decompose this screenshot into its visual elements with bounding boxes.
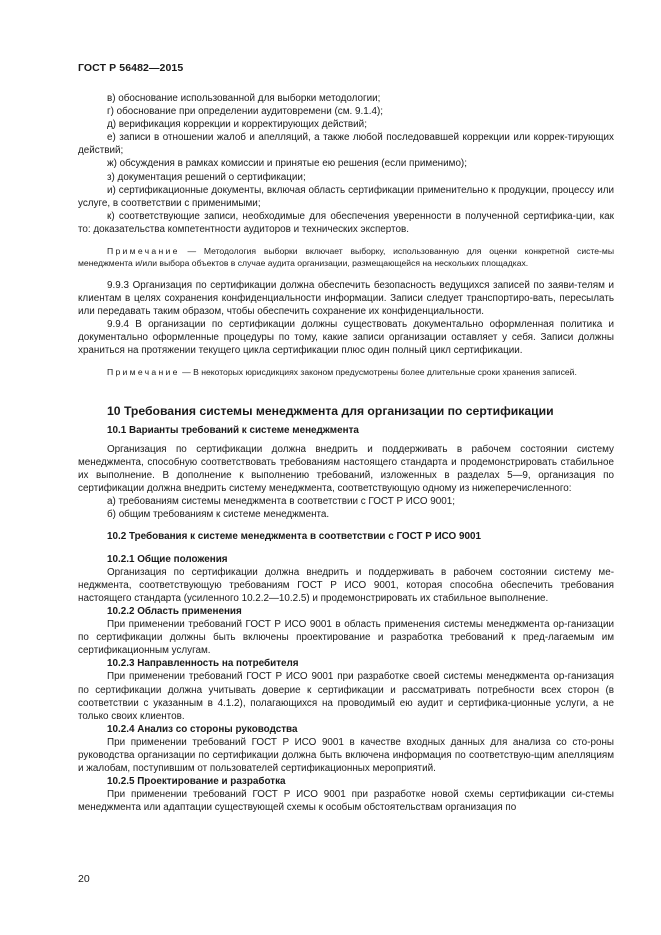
document-code-header: ГОСТ Р 56482—2015 (78, 62, 184, 74)
list-item-v: в) обоснование использованной для выборки методологии; (107, 93, 381, 104)
paragraph-10-2-3: При применении требований ГОСТ Р ИСО 9001 при разработке своей системы менеджмента ор-ганизация по сертификации должна учитывать доверие к сертификации и рассматривать потребности всех сторон (в соответствии с указанным в 4.1.2), полагающихся на проводимый ею аудит и сертифика-ционные услуги, а не только своих клиентов. (78, 671, 614, 722)
list-item-10-1-a: а) требованиям системы менеджмента в соответствии с ГОСТ Р ИСО 9001; (107, 496, 455, 508)
page-body (78, 92, 614, 814)
paragraph-10-2-4: При применении требований ГОСТ Р ИСО 9001 в качестве входных данных для анализа со сто-роны руководства организации по сертификации должна быть включена информация по соответствую-щим апелляциям и жалобам, поступившим от пользователей сертификационных мероприятий. (78, 736, 614, 775)
list-item-10-1-b: б) общим требованиям к системе менеджмента. (107, 509, 330, 521)
note-text: — В некоторых юрисдикциях законом предусмотрены более длительные сроки хранения записей. (179, 367, 577, 378)
paragraph-9-9-3: 9.9.3 Организация по сертификации должна обеспечить безопасность ведущихся записей по заяви-телям и клиентам в целях сохранения конфиденциальности информации. Записи следует транспортиро-вать, пересылать или передавать таким образом, чтобы обеспечить сохранение их конфиденциальности. (78, 279, 614, 318)
subsection-10-2-2-heading: 10.2.2 Область применения (107, 605, 242, 617)
paragraph-10-2-5: При применении требований ГОСТ Р ИСО 9001 при разработке новой схемы сертификации си-стемы менеджмента или адаптации существующей схемы к особым обстоятельствам организация по (78, 789, 614, 814)
note-text: — Методология выборки включает выборку, использованную для оценки конкретной систе-мы менеджмента и/или выбора объектов в случае аудита организации, размещающейся на нескольких площадках. (78, 246, 614, 269)
subsection-10-2-5-heading: 10.2.5 Проектирование и разработка (107, 776, 286, 788)
subsection-10-2-1-heading: 10.2.1 Общие положения (107, 553, 228, 565)
list-item-i: и) сертификационные документы, включая область сертификации применительно к продукции, процессу или услуге, в соответствии с применимыми; (78, 184, 614, 209)
subsection-10-2-3-heading: 10.2.3 Направленность на потребителя (107, 658, 299, 670)
subsection-10-2-heading: 10.2 Требования к системе менеджмента в соответствии с ГОСТ Р ИСО 9001 (107, 531, 481, 543)
note-label: Примечание (107, 246, 180, 257)
subsection-10-1-heading: 10.1 Варианты требований к системе менеджмента (107, 424, 359, 436)
subsection-10-2-4-heading: 10.2.4 Анализ со стороны руководства (107, 723, 298, 735)
note-sampling (78, 245, 614, 270)
list-item-g: г) обоснование при определении аудитовремени (см. 9.1.4); (107, 106, 383, 118)
list-item-z: з) документация решений о сертификации; (107, 171, 306, 183)
paragraph-10-2-2: При применении требований ГОСТ Р ИСО 9001 в область применения системы менеджмента ор-ганизации по сертификации должны быть включены проектирование и разработка требований к пред-лагаемым им сертификационным услугам. (78, 619, 614, 657)
note-label: Примечание (107, 367, 180, 378)
page-number: 20 (78, 873, 90, 885)
paragraph-10-2-1: Организация по сертификации должна внедрить и поддерживать в рабочем состоянии систему ме-неджмента, соответствующую требованиям ГОСТ Р ИСО 9001, которая способна обеспечить требования настоящего стандарта (усиленного 10.2.2—10.2.5) и продемонстрировать их стабильное выполнение. (78, 566, 614, 604)
note-retention (78, 366, 614, 378)
list-item-d: д) верификация коррекции и корректирующих действий; (107, 119, 367, 131)
paragraph-10-1: Организация по сертификации должна внедрить и поддерживать в рабочем состоянии систему менеджмента, способную соответствовать требованиям настоящего стандарта и продемонстрировать стабильное их выполнение. В дополнение к выполнению требований, изложенных в разделах 5—9, организация по сертификации должна внедрить систему менеджмента, соответствующую одному из нижеперечисленного: (78, 443, 614, 495)
list-item-e: е) записи в отношении жалоб и апелляций, а также любой последовавшей коррекции или коррек-тирующих действий; (78, 132, 614, 157)
list-item-k: к) соответствующие записи, необходимые для обеспечения уверенности в полученной сертифика-ции, как то: доказательства компетентности аудиторов и технических экспертов. (78, 210, 614, 235)
paragraph-9-9-4: 9.9.4 В организации по сертификации должны существовать документально оформленная политика и документально оформленные процедуры по тому, какие записи организации оставляет у себя. Записи должны храниться на протяжении текущего цикла сертификации плюс один полный цикл сертификации. (78, 319, 614, 357)
list-item-zh: ж) обсуждения в рамках комиссии и принятые ею решения (если применимо); (107, 158, 467, 170)
section-10-heading: 10 Требования системы менеджмента для организации по сертификации (107, 403, 554, 418)
